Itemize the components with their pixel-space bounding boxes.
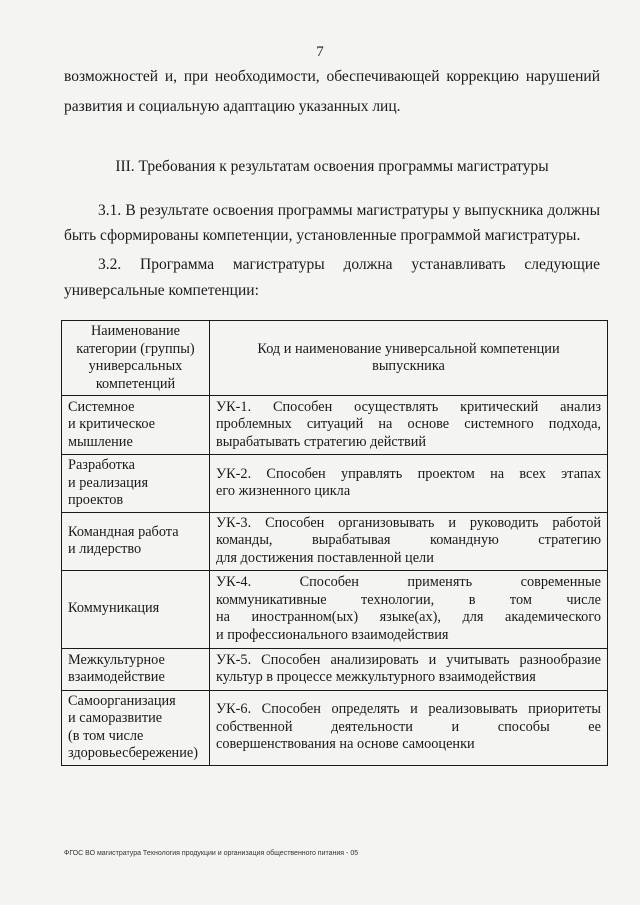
table-row — [62, 455, 608, 513]
intro-line-1: возможностей и, при необходимости, обеспечивающей коррекцию нарушений — [64, 68, 600, 85]
section-title: III. Требования к результатам освоения программы магистратуры — [115, 158, 549, 175]
header-competence-line: Код и наименование универсальной компетенции — [257, 340, 560, 357]
header-category-line: универсальных — [88, 358, 183, 374]
row-competence — [210, 512, 608, 570]
row-category — [62, 690, 210, 765]
competence-line: его жизненного цикла — [216, 483, 351, 500]
table-row — [62, 396, 608, 455]
header-category — [62, 321, 210, 396]
competence-line: коммуникативные технологии, в том числе — [216, 591, 601, 608]
table-row — [62, 570, 608, 648]
table-header-row — [62, 321, 608, 396]
competence-line: УК-2. Способен управлять проектом на всех этапах — [216, 465, 601, 482]
category-line: Коммуникация — [68, 600, 160, 617]
category-line: проектов — [68, 492, 124, 508]
competence-line: вырабатывать стратегию действий — [216, 433, 427, 450]
competence-line: команды, вырабатывая командную стратегию — [216, 532, 601, 549]
category-line: Системное — [68, 398, 135, 415]
competence-line: культур в процессе межкультурного взаимодействия — [216, 669, 536, 685]
header-competence — [210, 321, 608, 396]
header-competence-line: выпускника — [372, 358, 445, 374]
paragraph-3-2-line-2: универсальные компетенции: — [64, 282, 259, 299]
table-row — [62, 512, 608, 570]
row-category — [62, 570, 210, 648]
row-category — [62, 512, 210, 570]
row-competence — [210, 396, 608, 455]
competence-line: УК-6. Способен определять и реализовывать приоритеты — [216, 701, 601, 718]
row-competence — [210, 690, 608, 765]
paragraph-3-1-line-2: быть сформированы компетенции, установленные программой магистратуры. — [64, 227, 581, 244]
category-line: Самоорганизация — [68, 692, 176, 709]
page-number: 7 — [316, 44, 324, 60]
document-footer: ФГОС ВО магистратура Технология продукции и организация общественного питания - 05 — [64, 850, 359, 857]
table-row — [62, 690, 608, 765]
competence-line: и профессионального взаимодействия — [216, 626, 449, 643]
paragraph-3-2-line-1: 3.2. Программа магистратуры должна устанавливать следующие — [98, 256, 600, 273]
category-line: и реализация — [68, 474, 149, 491]
category-line: Разработка — [68, 457, 135, 473]
competence-line: на иностранном(ых) языке(ах), для академического — [216, 609, 601, 625]
header-category-line: компетенций — [95, 375, 176, 392]
row-competence — [210, 570, 608, 648]
competencies-table — [61, 320, 608, 766]
row-category — [62, 455, 210, 513]
intro-line-2: развития и социальную адаптацию указанных лиц. — [64, 98, 401, 115]
category-line: взаимодействие — [68, 669, 165, 685]
category-line: и критическое — [68, 416, 155, 433]
row-competence — [210, 648, 608, 690]
competence-line: проблемных ситуаций на основе системного подхода, — [216, 416, 601, 433]
category-line: Командная работа — [68, 523, 179, 540]
competence-line: УК-5. Способен анализировать и учитывать разнообразие — [216, 651, 601, 668]
category-line: Межкультурное — [68, 651, 165, 668]
category-line: (в том числе — [68, 727, 144, 744]
header-category-line: Наименование — [90, 323, 181, 339]
row-competence — [210, 455, 608, 513]
row-category — [62, 648, 210, 690]
row-category — [62, 396, 210, 455]
competence-line: УК-1. Способен осуществлять критический анализ — [216, 398, 601, 415]
category-line: мышление — [68, 433, 133, 450]
header-category-line: категории (группы) — [76, 340, 195, 357]
table-row — [62, 648, 608, 690]
competence-line: для достижения поставленной цели — [216, 549, 434, 566]
competence-line: собственной деятельности и способы ее — [216, 718, 601, 735]
paragraph-3-1-line-1: 3.1. В результате освоения программы магистратуры у выпускника должны — [98, 202, 600, 219]
competence-line: УК-3. Способен организовывать и руководить работой — [216, 514, 601, 531]
category-line: и лидерство — [68, 541, 142, 557]
competence-line: совершенствования на основе самооценки — [216, 736, 475, 753]
competence-line: УК-4. Способен применять современные — [216, 574, 601, 590]
category-line: и саморазвитие — [68, 710, 163, 726]
category-line: здоровьесбережение) — [68, 745, 198, 761]
